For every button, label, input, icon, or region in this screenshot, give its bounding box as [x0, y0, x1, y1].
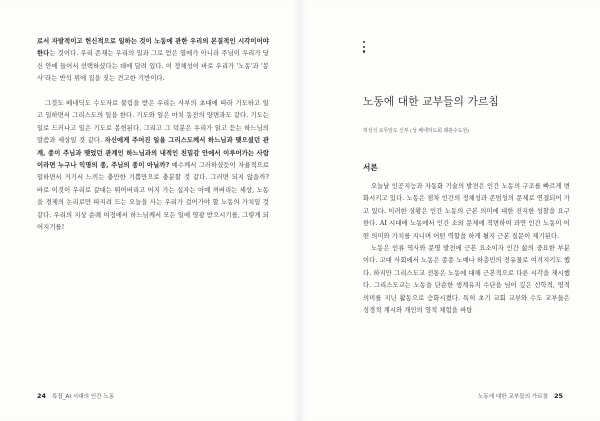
chapter-title: 노동에 대한 교부들의 가르침	[363, 96, 499, 108]
paragraph-text: 그것도 베네딕도 수도자로 불림을 받은 우리는 사부의 초대에 따라 기도하고 일고 일하면서 그리스도의 일을 한다. 기도와 일은 마치 동전의 양면과도 같다. 기도는 일로 드러나고 일은 기도로 봉헌된다. 그리고 그 덕분은 우리가 읽고 듣는 하느님의 말씀과 세상일 것 같다.	[37, 100, 269, 145]
paragraph	[37, 36, 269, 86]
left-footer	[37, 392, 114, 400]
right-page	[300, 0, 600, 421]
right-footer	[478, 392, 563, 400]
author-line: 허성석 로무알도 신부 (성 베네딕도회 왜관수도원)	[363, 128, 470, 134]
paragraph	[37, 98, 269, 234]
page-number: 24	[37, 392, 46, 400]
paragraph: 노동은 인류 역사와 문명 발전에 근본 요소이자 인간 삶의 중요한 부분이다. 고대 사회에서 노동은 종종 노예나 하층민의 전유물로 여겨지기도 했다. 하지만 그리스도교 전통은 노동에 대해 근본적으로 다른 시각을 제시했다. 그리스도교는 노동을 단순한 생계유지 수단을 넘어 깊은 신학적, 영적 의미를 지닌 활동으로 승화시켰다. 특히 초기 교회 교부와 수도 교부들은 성경적 계시와 개인의 영적 체험을 바탕	[363, 245, 570, 315]
section-heading: 서론	[363, 163, 378, 172]
page-number: 25	[554, 392, 563, 400]
right-page-body	[363, 181, 570, 317]
paragraph: 오늘날 인공지능과 자동화 기술의 발전은 인간 노동의 구조를 빠르게 변화시키고 있다. 노동은 점차 인간의 정체성과 존엄성의 문제로 연결되어 가고 있다. 이러한 상황은 인간 노동의 근본 의미에 대한 진지한 성찰을 요구한다. AI 시대에 노동에서 인간 소외 문제에 직면하여 과연 인간 노동이 어떤 의미와 가치를 지니며 어떤 역할을 하게 될지 근본 질문이 제기된다.	[363, 183, 570, 240]
vertical-dots-ornament-icon	[363, 41, 366, 55]
running-title: 노동에 대한 교부들의 가르침	[477, 394, 549, 400]
paragraph-text: 예수께서 그러하셨듯이 자율적으로 일하면서 거기서 느끼는 충만한 기쁨만으로 충분할 것 같다. 그러면 되지 않을까? 바로 이것이 우리로 갈대는 뛰어버리고 어지 가는 십자는 아예 꺼버리는 세상, 노동을 경제의 논리로만 따지려 드는 오늘을 사는 우리가 걸어가야 할 노동의 가치일 것 같다. 우리의 지상 순례 여정에서 하느님께서 모든 일에 영광 받으시기를, 그렇게 되어지기를!	[37, 162, 270, 232]
running-title: 특집_AI 시대의 인간 노동	[51, 394, 115, 400]
paragraph-text: 는 것이다. 우리 존재는 우리의 일과 그로 얻은 열매가 아니라 주님이 우리가 당신 안에 들어서 선택하셨다는 데에 달려 있다. 이 정체성이 바로 우리가 '노동'과 '봉사'라는 반석 위에 집을 짓는 견고한 기반이다.	[37, 50, 269, 83]
left-page-body	[37, 36, 269, 234]
emphasized-text: 로서 자발적이고 헌신적으로 일하는 것이 노동에 관한 우리의 본질적인 시각이어야 한다	[37, 38, 269, 58]
emphasized-text: 자신에게 주어진 일을 그리스도께서 하느님과 맺으셨던 관계, 종이 주님과 맺었던 관계인 하느님과의 내적인 친밀감 안에서 이루어가는 사람이라면 누구나 익명의 종, 주님의 종이 아닐까?	[37, 137, 270, 170]
